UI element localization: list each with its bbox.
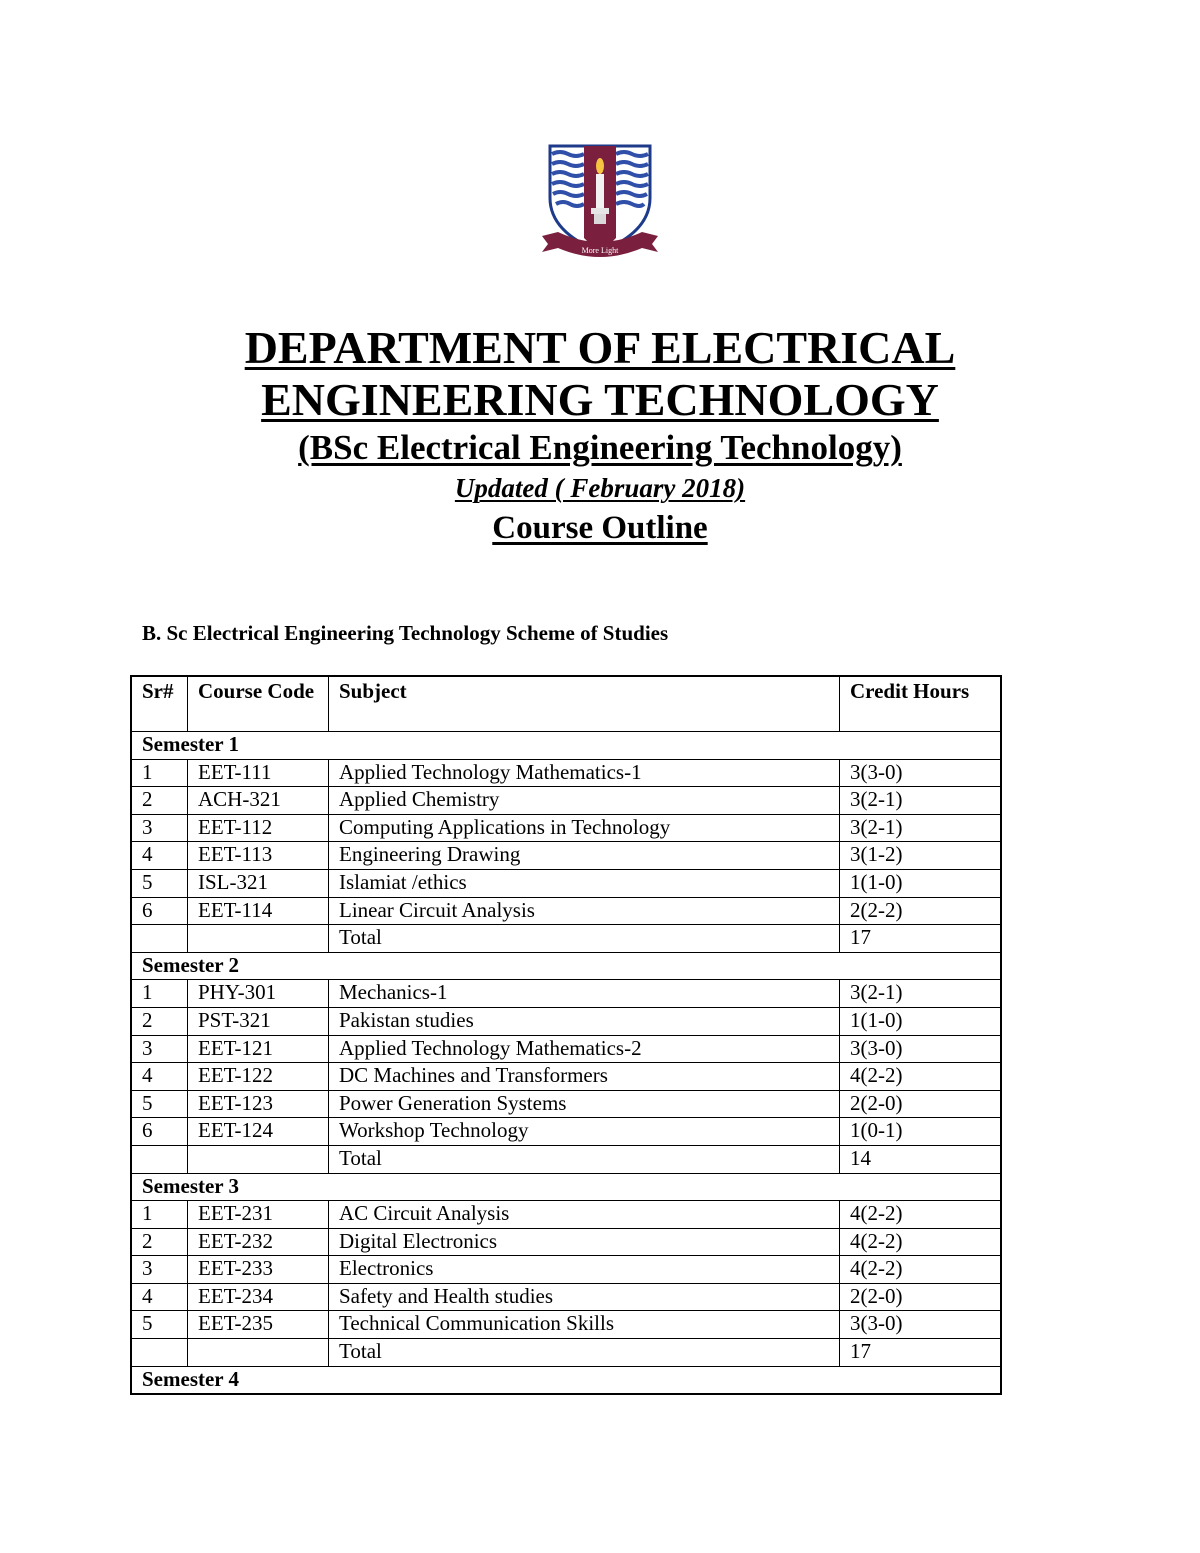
cell-course-code: EET-121 bbox=[188, 1035, 329, 1063]
cell-sr: 6 bbox=[131, 897, 188, 925]
cell-credit-hours: 4(2-2) bbox=[840, 1256, 1002, 1284]
cell-credit-hours: 1(1-0) bbox=[840, 1007, 1002, 1035]
cell-subject: Electronics bbox=[329, 1256, 840, 1284]
empty-cell bbox=[131, 1339, 188, 1367]
cell-subject: Engineering Drawing bbox=[329, 842, 840, 870]
total-row bbox=[131, 1145, 1001, 1173]
department-title-line1: DEPARTMENT OF ELECTRICAL bbox=[244, 322, 956, 373]
cell-subject: Applied Chemistry bbox=[329, 787, 840, 815]
cell-credit-hours: 3(2-1) bbox=[840, 787, 1002, 815]
scheme-of-studies-table bbox=[130, 675, 1002, 1395]
cell-course-code: EET-113 bbox=[188, 842, 329, 870]
header-course-code: Course Code bbox=[188, 676, 329, 732]
cell-sr: 5 bbox=[131, 1311, 188, 1339]
table-row bbox=[131, 869, 1001, 897]
semester-row bbox=[131, 732, 1001, 760]
cell-subject: Power Generation Systems bbox=[329, 1090, 840, 1118]
empty-cell bbox=[188, 925, 329, 953]
cell-course-code: EET-124 bbox=[188, 1118, 329, 1146]
table-row bbox=[131, 1118, 1001, 1146]
cell-subject: DC Machines and Transformers bbox=[329, 1063, 840, 1091]
table-row bbox=[131, 814, 1001, 842]
table-row bbox=[131, 787, 1001, 815]
cell-subject: Linear Circuit Analysis bbox=[329, 897, 840, 925]
header-credit-hours: Credit Hours bbox=[840, 676, 1002, 732]
empty-cell bbox=[188, 1145, 329, 1173]
table-row bbox=[131, 1007, 1001, 1035]
semester-row bbox=[131, 952, 1001, 980]
crest-motto: More Light bbox=[581, 246, 619, 255]
cell-subject: Islamiat /ethics bbox=[329, 869, 840, 897]
cell-course-code: EET-233 bbox=[188, 1256, 329, 1284]
cell-credit-hours: 2(2-2) bbox=[840, 897, 1002, 925]
cell-course-code: EET-231 bbox=[188, 1201, 329, 1229]
cell-sr: 3 bbox=[131, 1256, 188, 1284]
cell-sr: 2 bbox=[131, 1228, 188, 1256]
cell-sr: 1 bbox=[131, 1201, 188, 1229]
cell-subject: Workshop Technology bbox=[329, 1118, 840, 1146]
table-header-row bbox=[131, 676, 1001, 732]
cell-subject: Mechanics-1 bbox=[329, 980, 840, 1008]
cell-credit-hours: 4(2-2) bbox=[840, 1228, 1002, 1256]
empty-cell bbox=[131, 925, 188, 953]
cell-course-code: ISL-321 bbox=[188, 869, 329, 897]
updated-date: Updated ( February 2018) bbox=[454, 473, 746, 503]
cell-credit-hours: 1(0-1) bbox=[840, 1118, 1002, 1146]
cell-sr: 6 bbox=[131, 1118, 188, 1146]
table-row bbox=[131, 759, 1001, 787]
cell-sr: 4 bbox=[131, 1063, 188, 1091]
cell-subject: Safety and Health studies bbox=[329, 1283, 840, 1311]
table-row bbox=[131, 1063, 1001, 1091]
table-row bbox=[131, 897, 1001, 925]
table-row bbox=[131, 980, 1001, 1008]
table-row bbox=[131, 1035, 1001, 1063]
cell-sr: 4 bbox=[131, 842, 188, 870]
cell-subject: Computing Applications in Technology bbox=[329, 814, 840, 842]
cell-course-code: EET-232 bbox=[188, 1228, 329, 1256]
cell-sr: 1 bbox=[131, 759, 188, 787]
header-subject: Subject bbox=[329, 676, 840, 732]
cell-course-code: EET-123 bbox=[188, 1090, 329, 1118]
cell-subject: Applied Technology Mathematics-2 bbox=[329, 1035, 840, 1063]
total-value: 17 bbox=[840, 925, 1002, 953]
cell-credit-hours: 1(1-0) bbox=[840, 869, 1002, 897]
table-row bbox=[131, 1311, 1001, 1339]
semester-label: Semester 4 bbox=[131, 1366, 1001, 1394]
cell-credit-hours: 3(2-1) bbox=[840, 814, 1002, 842]
table-row bbox=[131, 1090, 1001, 1118]
cell-course-code: PST-321 bbox=[188, 1007, 329, 1035]
header-sr: Sr# bbox=[131, 676, 188, 732]
table-row bbox=[131, 842, 1001, 870]
total-row bbox=[131, 925, 1001, 953]
semester-row bbox=[131, 1366, 1001, 1394]
scheme-heading: B. Sc Electrical Engineering Technology Scheme of Studies bbox=[142, 621, 669, 645]
cell-course-code: EET-111 bbox=[188, 759, 329, 787]
semester-label: Semester 2 bbox=[131, 952, 1001, 980]
cell-subject: AC Circuit Analysis bbox=[329, 1201, 840, 1229]
empty-cell bbox=[131, 1145, 188, 1173]
cell-sr: 4 bbox=[131, 1283, 188, 1311]
total-label: Total bbox=[329, 1339, 840, 1367]
cell-credit-hours: 4(2-2) bbox=[840, 1063, 1002, 1091]
cell-sr: 3 bbox=[131, 1035, 188, 1063]
empty-cell bbox=[188, 1339, 329, 1367]
total-value: 17 bbox=[840, 1339, 1002, 1367]
total-value: 14 bbox=[840, 1145, 1002, 1173]
department-title-line2: ENGINEERING TECHNOLOGY bbox=[261, 374, 939, 425]
cell-sr: 3 bbox=[131, 814, 188, 842]
cell-sr: 2 bbox=[131, 787, 188, 815]
total-label: Total bbox=[329, 925, 840, 953]
cell-sr: 2 bbox=[131, 1007, 188, 1035]
cell-course-code: PHY-301 bbox=[188, 980, 329, 1008]
table-row bbox=[131, 1201, 1001, 1229]
cell-credit-hours: 3(1-2) bbox=[840, 842, 1002, 870]
cell-course-code: EET-112 bbox=[188, 814, 329, 842]
cell-sr: 5 bbox=[131, 1090, 188, 1118]
total-row bbox=[131, 1339, 1001, 1367]
cell-sr: 1 bbox=[131, 980, 188, 1008]
cell-course-code: EET-234 bbox=[188, 1283, 329, 1311]
title-block bbox=[0, 322, 1200, 550]
table-row bbox=[131, 1256, 1001, 1284]
cell-subject: Pakistan studies bbox=[329, 1007, 840, 1035]
total-label: Total bbox=[329, 1145, 840, 1173]
table-row bbox=[131, 1228, 1001, 1256]
course-outline-heading: Course Outline bbox=[492, 510, 708, 546]
cell-credit-hours: 3(3-0) bbox=[840, 1311, 1002, 1339]
cell-credit-hours: 3(3-0) bbox=[840, 759, 1002, 787]
cell-sr: 5 bbox=[131, 869, 188, 897]
cell-credit-hours: 3(2-1) bbox=[840, 980, 1002, 1008]
program-subtitle: (BSc Electrical Engineering Technology) bbox=[298, 428, 902, 467]
cell-course-code: EET-235 bbox=[188, 1311, 329, 1339]
cell-subject: Applied Technology Mathematics-1 bbox=[329, 759, 840, 787]
cell-course-code: EET-122 bbox=[188, 1063, 329, 1091]
semester-label: Semester 1 bbox=[131, 732, 1001, 760]
table-row bbox=[131, 1283, 1001, 1311]
semester-label: Semester 3 bbox=[131, 1173, 1001, 1201]
cell-credit-hours: 3(3-0) bbox=[840, 1035, 1002, 1063]
cell-subject: Digital Electronics bbox=[329, 1228, 840, 1256]
cell-course-code: ACH-321 bbox=[188, 787, 329, 815]
cell-subject: Technical Communication Skills bbox=[329, 1311, 840, 1339]
semester-row bbox=[131, 1173, 1001, 1201]
cell-credit-hours: 4(2-2) bbox=[840, 1201, 1002, 1229]
university-crest-logo bbox=[538, 140, 662, 264]
cell-course-code: EET-114 bbox=[188, 897, 329, 925]
cell-credit-hours: 2(2-0) bbox=[840, 1283, 1002, 1311]
table-body bbox=[131, 732, 1001, 1395]
cell-credit-hours: 2(2-0) bbox=[840, 1090, 1002, 1118]
